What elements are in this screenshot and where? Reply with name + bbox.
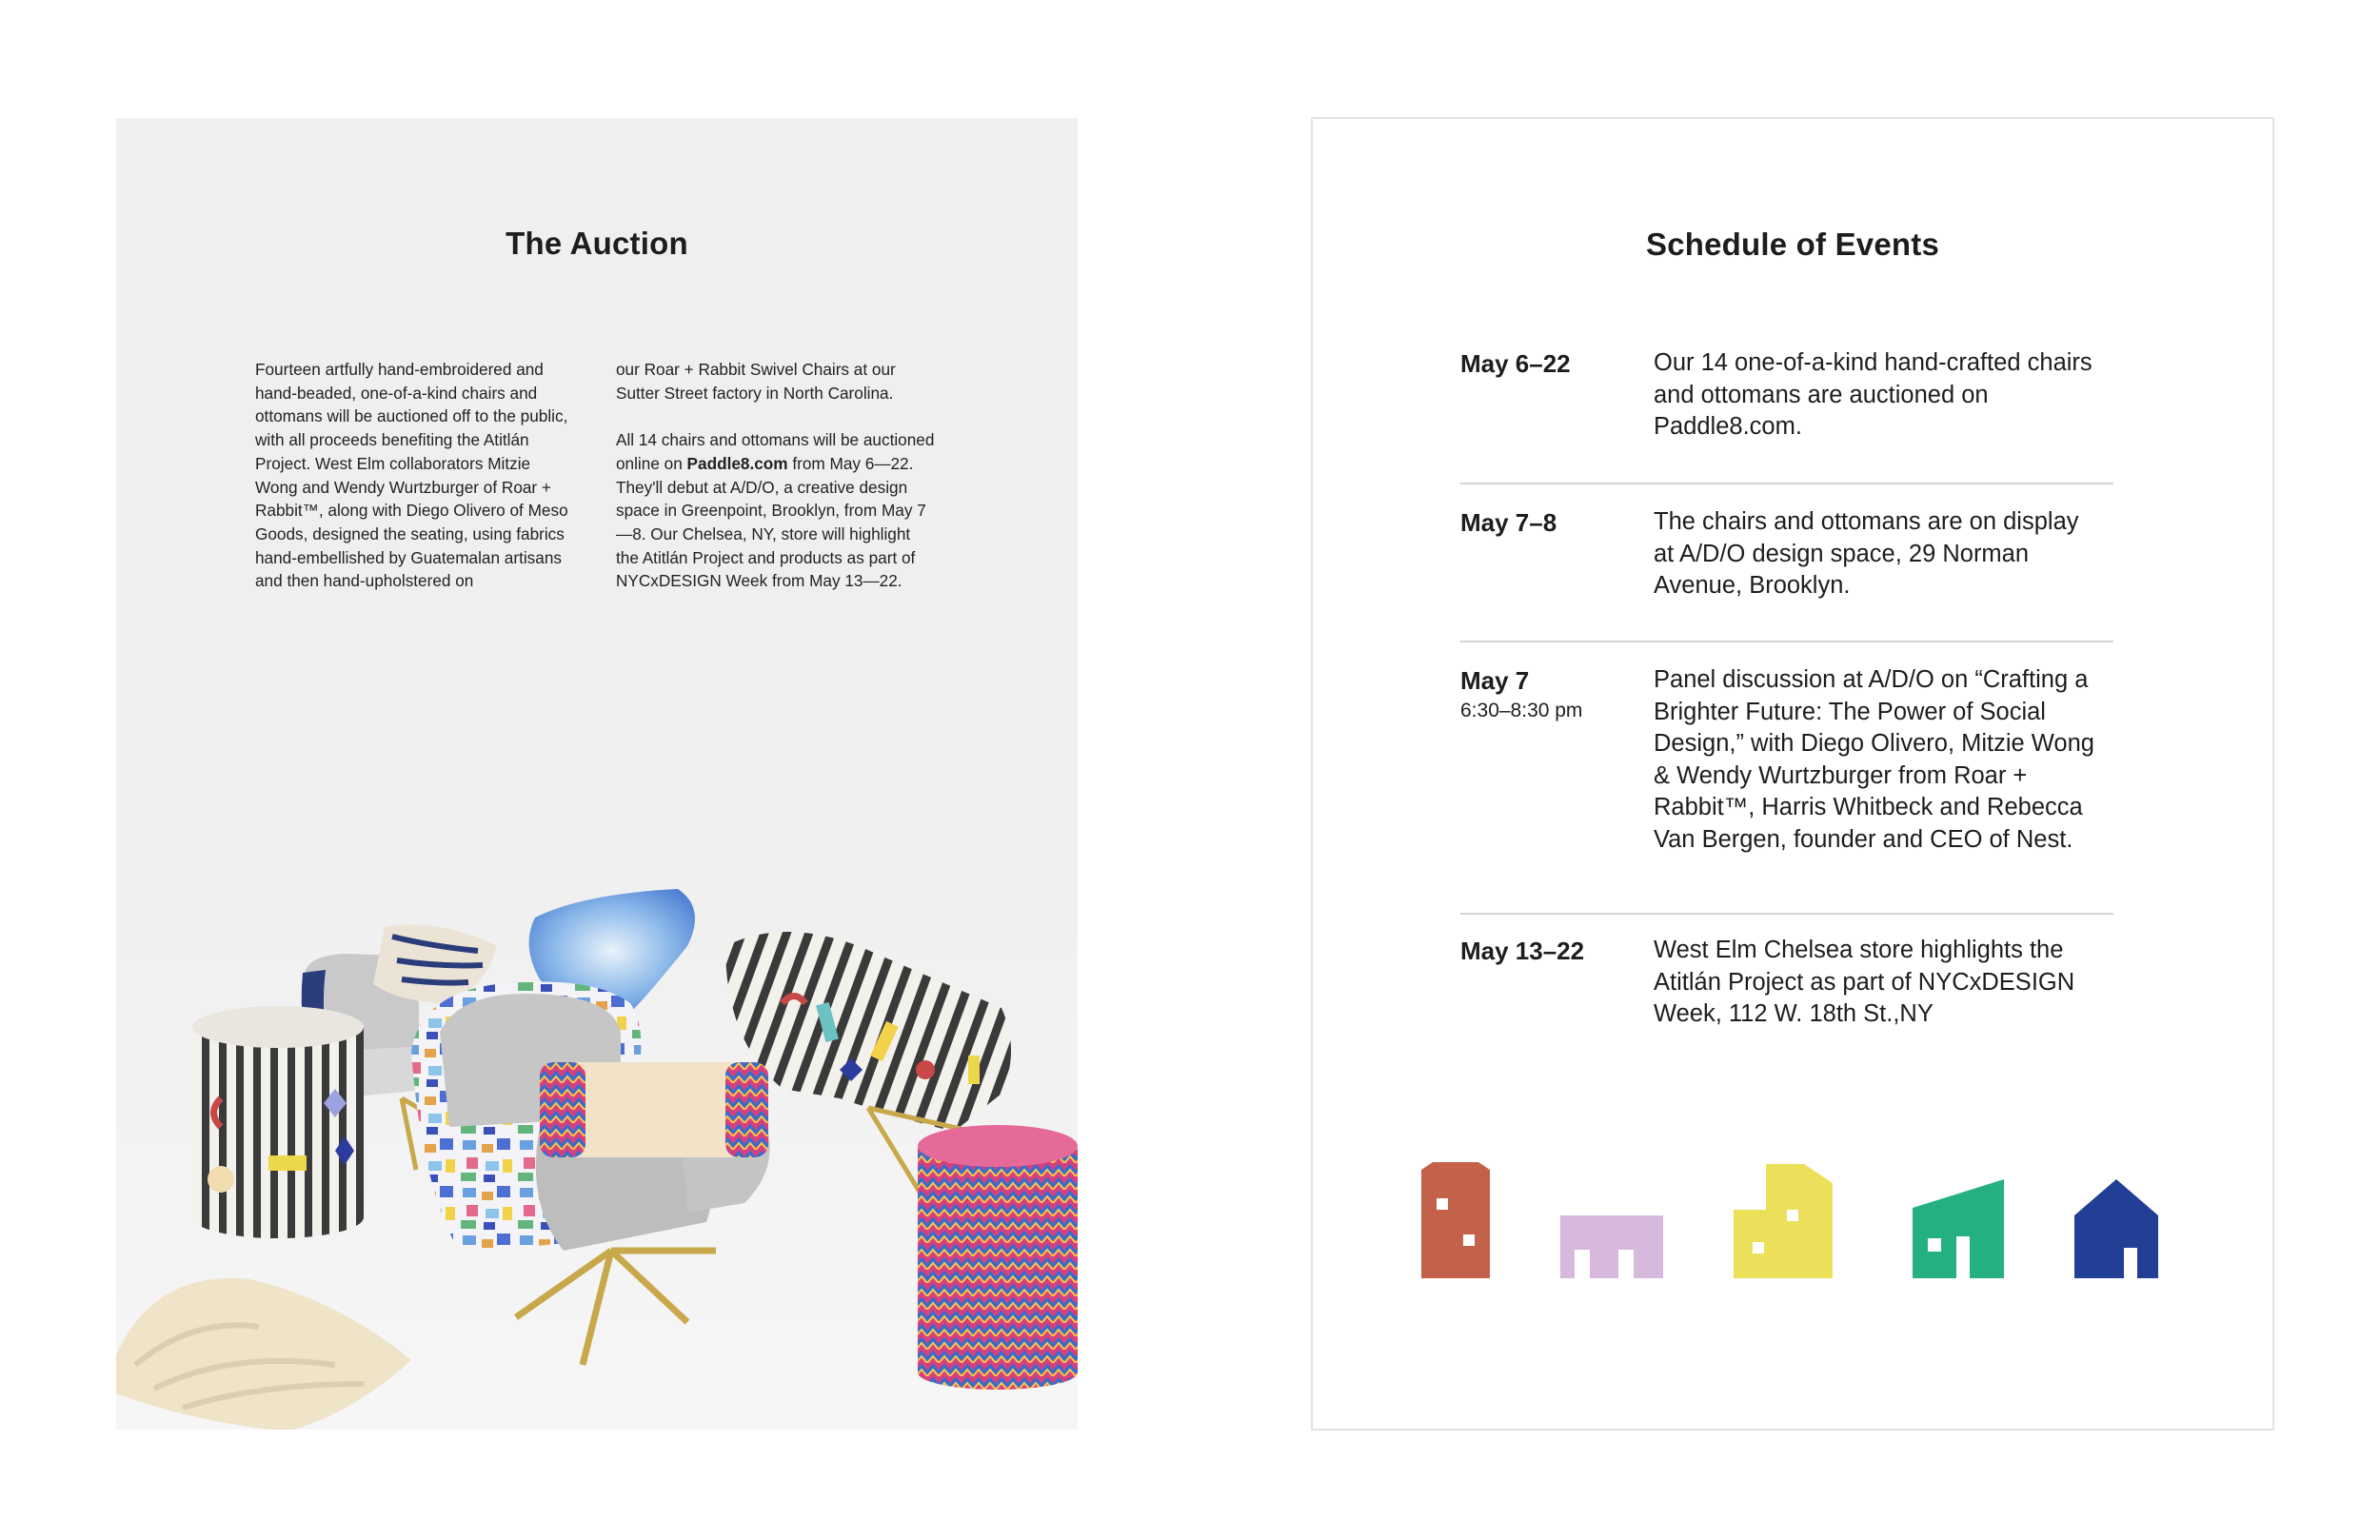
event-description: Panel discussion at A/D/O on “Crafting a Brighter Future: The Power of Social Design,” with Diego Olivero, Mitzie Wong & Wendy Wurtzburger from Roar + Rabbit™, Harris Whitbeck and Rebecca Van Bergen, founder and CEO of Nest. — [1654, 666, 2094, 853]
event-time: 6:30–8:30 pm — [1460, 700, 1583, 721]
yellow-house-icon — [1734, 1164, 1833, 1278]
schedule-page — [1311, 117, 2274, 1431]
auction-paragraph — [616, 428, 935, 593]
green-house-icon — [1913, 1179, 2004, 1278]
event-description: West Elm Chelsea store highlights the Atitlán Project as part of NYCxDESIGN Week, 112 W. 18th St.,NY — [1654, 937, 2075, 1027]
chairs-and-ottomans-photo — [116, 803, 1078, 1430]
striped-ottoman — [192, 1006, 364, 1238]
auction-paragraph: our Roar + Rabbit Swivel Chairs at our Sutter Street factory in North Carolina. — [616, 360, 896, 403]
auction-paragraph: Fourteen artfully hand-embroidered and hand-beaded, one-of-a-kind chairs and ottomans will be auctioned off to the public, with all proceeds benefiting the Atitlán Project. West Elm collaborators Mitzie Wong and Wendy Wurtzburger of Roar + Rabbit™, along with Diego Olivero of Meso Goods, designed the seating, using fabrics hand-embellished by Guatemalan artisans and then hand-upholstered on — [255, 360, 568, 591]
house-icons-row — [1421, 1162, 2183, 1286]
red-house-icon — [1421, 1162, 1490, 1278]
paragraph-text: from May 6—22. They'll debut at A/D/O, a creative design space in Greenpoint, Brooklyn, from May 7—8. Our Chelsea, NY, store will highlight the Atitlán Project and products as part of NYCxDESIGN Week from May 13—22. — [616, 453, 926, 591]
divider — [1460, 913, 2113, 915]
zigzag-ottoman — [918, 1125, 1078, 1390]
event-date: May 7 — [1460, 666, 1530, 695]
schedule-title: Schedule of Events — [1645, 227, 1939, 262]
auction-column-1 — [255, 358, 569, 617]
lilac-house-icon — [1560, 1215, 1663, 1278]
auction-title: The Auction — [506, 226, 688, 261]
event-description: The chairs and ottomans are on display at A/D/O design space, 29 Norman Avenue, Brooklyn. — [1654, 508, 2079, 599]
event-date: May 13–22 — [1460, 937, 1585, 965]
blue-house-icon — [2074, 1179, 2158, 1278]
auction-column-2 — [616, 358, 935, 617]
paragraph-text: All 14 chairs and ottomans will be auctioned online on — [616, 430, 935, 473]
auction-page — [116, 118, 1078, 1430]
event-date: May 6–22 — [1460, 349, 1571, 378]
divider — [1460, 483, 2113, 484]
paddle8-link-text: Paddle8.com — [686, 453, 788, 473]
event-description: Our 14 one-of-a-kind hand-crafted chairs and ottomans are auctioned on Paddle8.com. — [1654, 349, 2092, 440]
divider — [1460, 641, 2113, 642]
event-date: May 7–8 — [1460, 508, 1557, 537]
